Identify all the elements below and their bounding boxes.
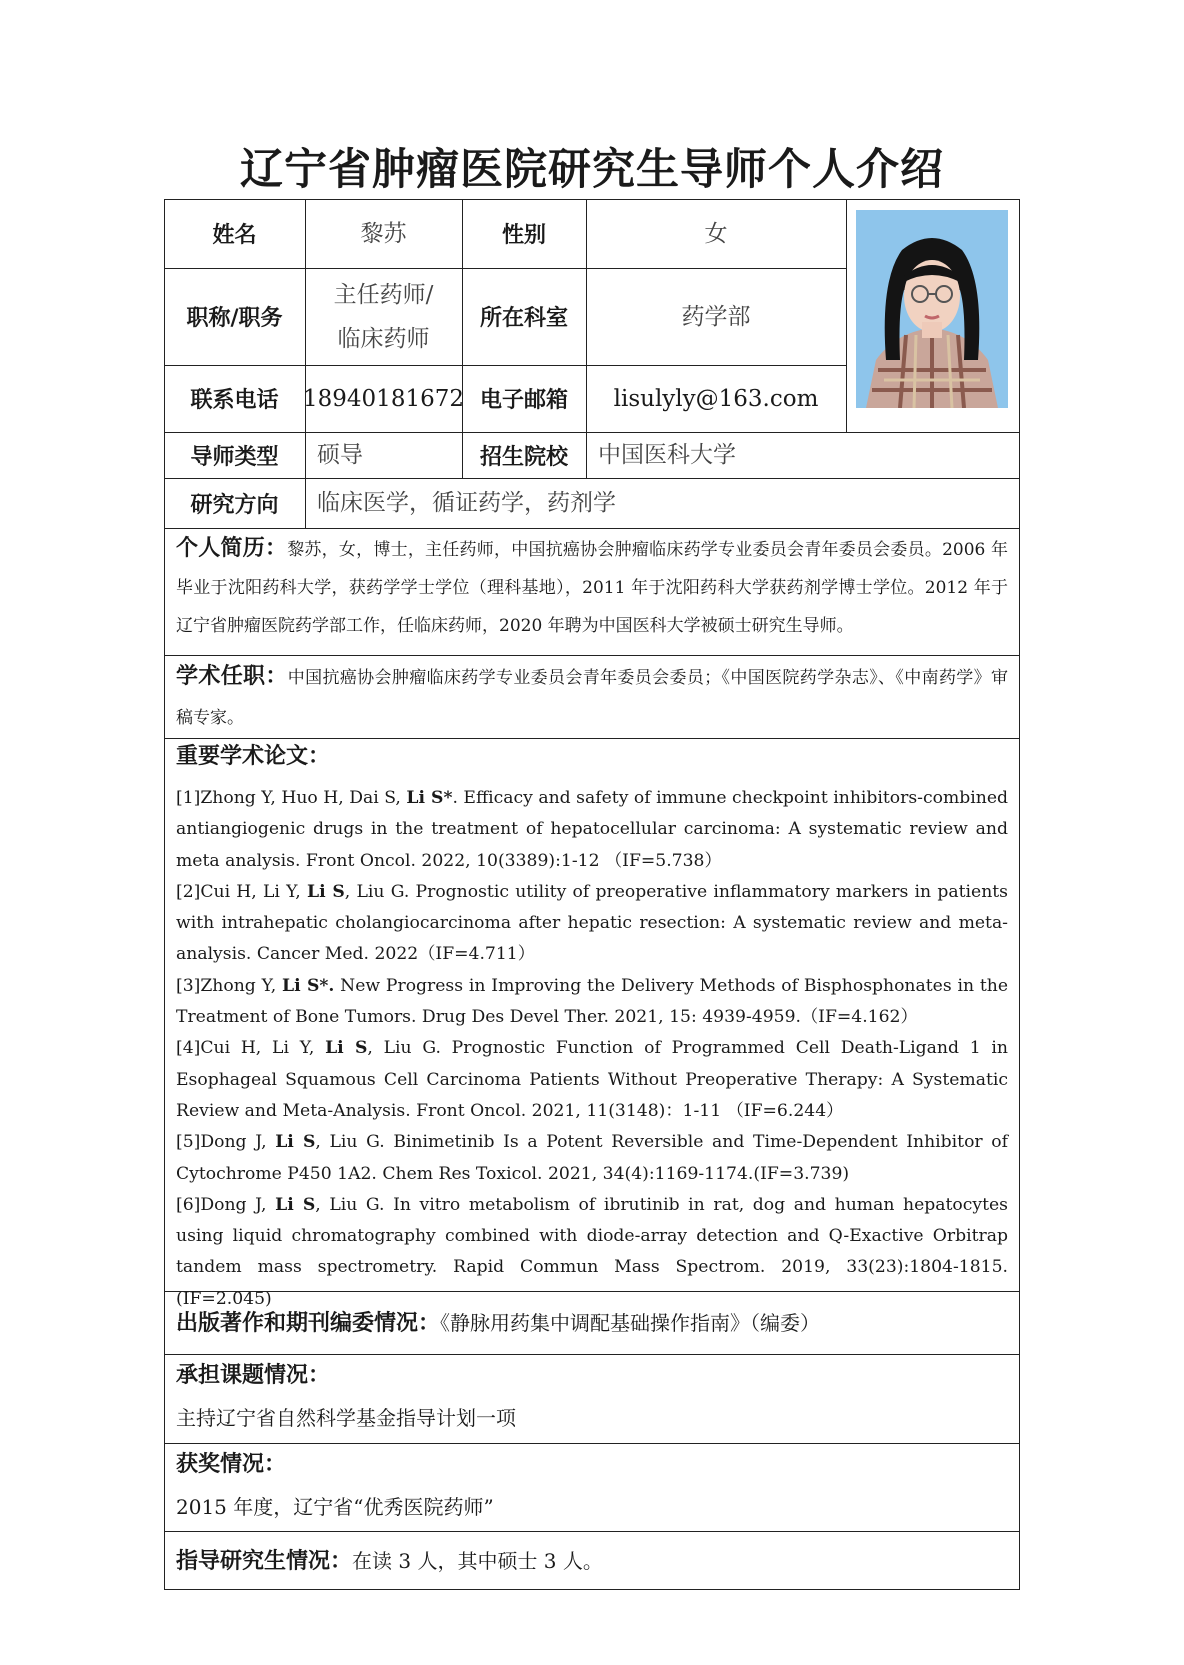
grid-line [164,1531,1020,1532]
paper-citation: , Liu G. Prognostic Function of Programmed Cell Death-Ligand 1 in Esophageal Squamous Cell Carcinoma Patients Without Preoperative Therapy: A Systematic Review and Meta-Analysis. Front Oncol. 2021, 11(3148)：1-11 （IF=6.244） [176,1038,1008,1121]
email-value: lisulyly@163.com [613,385,819,412]
books-label: 出版著作和期刊编委情况： [176,1311,441,1336]
paper-citation: . Efficacy and safety of immune checkpoint inhibitors-combined antiangiogenic drugs in the treatment of hepatocellular carcinoma: A systematic review and meta analysis. Front Oncol. 2022, 10(3389):1-12 （IF=5.738） [176,788,1008,871]
page-title: 辽宁省肿瘤医院研究生导师个人介绍 [240,145,944,195]
grid-line [164,1443,1020,1444]
paper-authors: [6]Dong J, [176,1194,276,1215]
bio-label: 个人简历： [176,536,288,561]
gender-value: 女 [704,220,728,247]
paper-item [176,877,1008,971]
students-text: 在读 3 人，其中硕士 3 人。 [352,1549,603,1573]
gender-label: 性别 [501,223,546,248]
grid-line [164,1354,1020,1355]
school-label: 招生院校 [479,444,568,470]
portrait-image [856,210,1008,408]
email-label: 电子邮箱 [479,388,568,413]
paper-author-highlight: Li S* [406,788,453,808]
dept-value: 药学部 [681,303,751,330]
research-label: 研究方向 [190,492,279,518]
paper-author-highlight: Li S [307,881,345,902]
paper-citation: , Liu G. Binimetinib Is a Potent Reversible and Time-Dependent Inhibitor of Cytochrome P450 1A2. Chem Res Toxicol. 2021, 34(4):1169-1174.(IF=3.739) [176,1132,1008,1184]
paper-citation: New Progress in Improving the Delivery Methods of Bisphosphonates in the Treatment of Bone Tumors. Drug Des Devel Ther. 2021, 15: 4939-4959.（IF=4.162） [176,975,1008,1028]
phone-value: 18940181672 [303,385,464,412]
papers-list [176,783,1008,1315]
paper-item [176,1127,1008,1190]
paper-item [176,1033,1008,1127]
projects-text: 主持辽宁省自然科学基金指导计划一项 [176,1406,516,1430]
books-text: 《静脉用药集中调配基础操作指南》（编委） [440,1311,821,1335]
position-line-1: 主任药师/ [333,281,434,308]
paper-authors: [4]Cui H, Li Y, [176,1038,326,1059]
paper-author-highlight: Li S [275,1132,316,1153]
paper-item [176,971,1008,1034]
paper-citation: , Liu G. In vitro metabolism of ibrutinib in rat, dog and human hepatocytes using liquid chromatography combined with diode-array detection and Q-Exactive Orbitrap tandem mass spectrometry. Rapid Commun Mass Spectrom. 2019, 33(23):1804-1815. (IF=2.045) [176,1194,1008,1309]
paper-authors: [3]Zhong Y, [176,975,283,996]
paper-citation: , Liu G. Prognostic utility of preoperative inflammatory markers in patients with intrahepatic cholangiocarcinoma after hepatic resection: A systematic review and meta-analysis. Cancer Med. 2022（IF=4.711） [176,881,1008,965]
name-value: 黎苏 [360,220,407,247]
phone-label: 联系电话 [190,388,279,413]
paper-authors: [2]Cui H, Li Y, [176,881,307,902]
grid-line [164,655,1020,656]
grid-line [164,528,1020,529]
books-section [176,1300,1008,1347]
projects-label: 承担课题情况： [176,1363,331,1388]
paper-authors: [5]Dong J, [176,1132,276,1153]
position-label: 职称/职务 [186,306,283,331]
name-label: 姓名 [212,223,257,248]
supervisor-label: 导师类型 [190,444,279,470]
profile-photo [856,210,1008,408]
students-section [176,1538,1008,1585]
awards-label: 获奖情况： [176,1452,287,1477]
position-line-2: 临床药师 [337,325,430,352]
dept-label: 所在科室 [479,306,568,331]
paper-item [176,783,1008,877]
grid-line [164,738,1020,739]
bio-text: 黎苏，女，博士，主任药师，中国抗癌协会肿瘤临床药学专业委员会青年委员会委员。2006 年毕业于沈阳药科大学，获药学学士学位（理科基地），2011 年于沈阳药科大学获药剂学博士学位。2012 年于辽宁省肿瘤医院药学部工作，任临床药师，2020 年聘为中国医科大学被硕士研究生导师。 [176,540,1008,636]
academic-section [176,657,1008,738]
bio-section [176,530,1008,645]
paper-author-highlight: Li S [275,1194,316,1215]
awards-text: 2015 年度，辽宁省“优秀医院药师” [176,1495,494,1519]
school-value: 中国医科大学 [598,442,736,468]
paper-item [176,1190,1008,1315]
students-label: 指导研究生情况： [176,1549,353,1574]
supervisor-value: 硕导 [317,442,363,468]
paper-author-highlight: Li S [325,1038,368,1059]
grid-line [846,199,847,432]
paper-authors: [1]Zhong Y, Huo H, Dai S, [176,788,407,808]
papers-label: 重要学术论文： [176,744,331,769]
research-value: 临床医学，循证药学，药剂学 [317,490,616,516]
paper-author-highlight: Li S*. [282,975,335,996]
position-value [305,268,462,365]
academic-text: 中国抗癌协会肿瘤临床药学专业委员会青年委员会委员；《中国医院药学杂志》、《中南药学》审稿专家。 [176,668,1008,728]
academic-label: 学术任职： [176,664,288,689]
